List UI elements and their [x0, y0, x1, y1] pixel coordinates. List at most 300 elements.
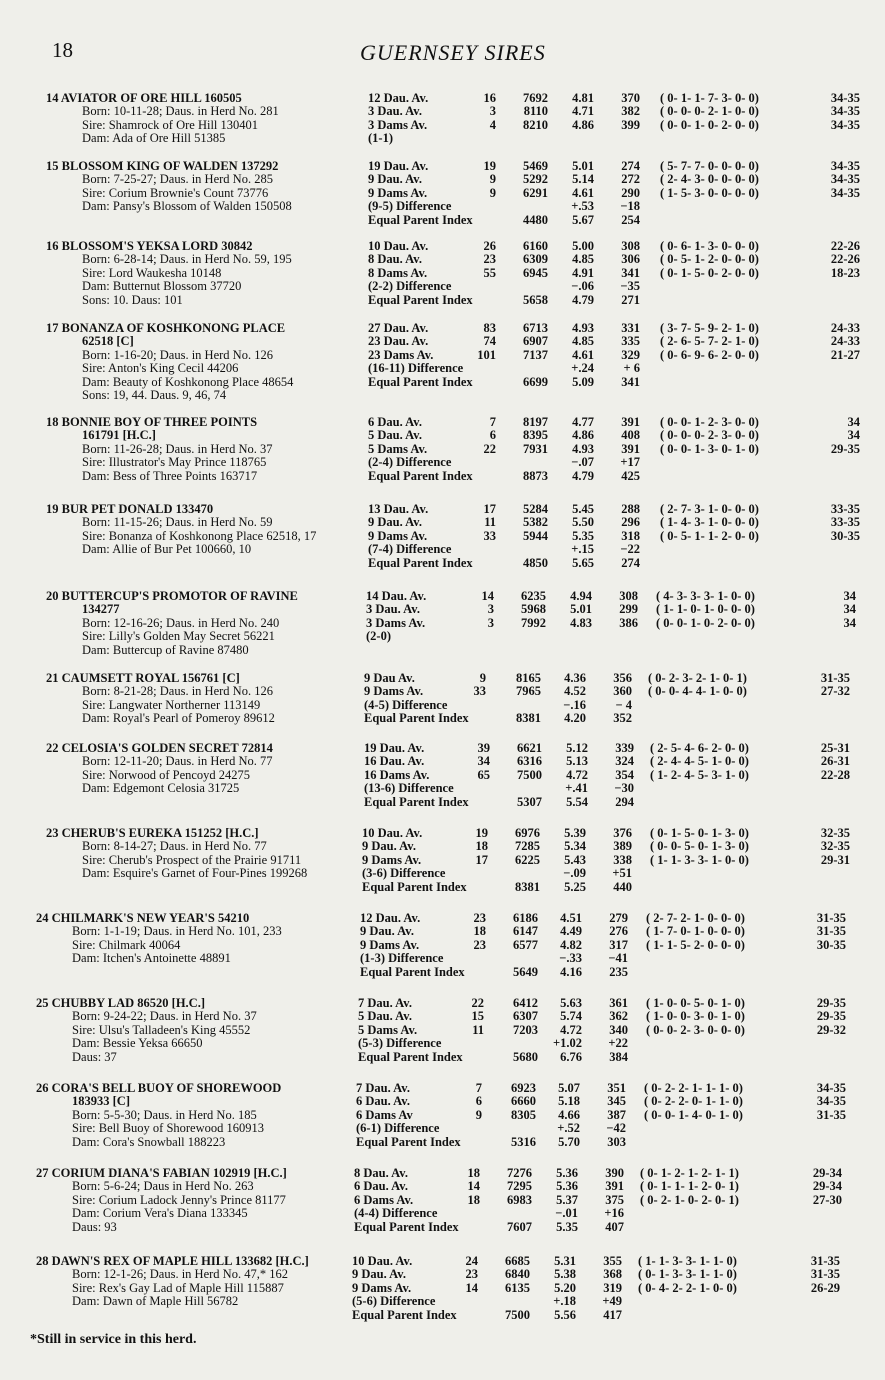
- sire-name: 28 DAWN'S REX OF MAPLE HILL 133682 [H.C.]: [36, 1254, 309, 1268]
- row-label: (16-11) Difference: [368, 361, 464, 376]
- row-test: 5.09: [572, 374, 594, 389]
- row-fat: 352: [613, 711, 632, 726]
- row-label: (13-6) Difference: [364, 781, 454, 796]
- stats-row: [0, 755, 885, 768]
- row-fat: 290: [621, 185, 640, 200]
- row-test: 5.20: [554, 1280, 576, 1295]
- stats-row: [0, 429, 885, 442]
- row-test: 5.36: [556, 1179, 578, 1194]
- row-label: 9 Dau. Av.: [368, 515, 422, 530]
- row-fat: 391: [605, 1179, 624, 1194]
- row-test: 4.52: [564, 684, 586, 699]
- stats-row: [0, 997, 885, 1010]
- row-test: 5.37: [556, 1192, 578, 1207]
- row-fat: 362: [609, 1009, 628, 1024]
- row-count: 18: [467, 1166, 480, 1180]
- production-stats: [0, 160, 885, 227]
- row-fat: 308: [619, 589, 638, 603]
- stats-row: [0, 1051, 885, 1064]
- row-fat: 274: [621, 159, 640, 173]
- row-ages: 34-35: [830, 185, 860, 200]
- stats-row: [0, 267, 885, 280]
- stats-row: [0, 742, 885, 755]
- row-milk: 6685: [505, 1254, 530, 1268]
- page-title: GUERNSEY SIRES: [360, 40, 546, 65]
- row-milk: 6945: [523, 265, 548, 280]
- row-label: 9 Dau. Av.: [360, 924, 414, 939]
- row-label: 6 Dau. Av.: [354, 1179, 408, 1194]
- row-distribution: ( 4- 3- 3- 3- 1- 0- 0): [656, 589, 755, 603]
- row-fat: 375: [605, 1192, 624, 1207]
- stats-row: [0, 685, 885, 698]
- row-test: 4.85: [572, 334, 594, 349]
- row-label: 3 Dams Av.: [366, 615, 426, 630]
- sire-registration: 183933 [C]: [72, 1094, 130, 1109]
- sire-sire: Sire: Rex's Gay Lad of Maple Hill 115887: [72, 1280, 284, 1295]
- row-label: (1-1): [368, 131, 393, 146]
- row-test: 6.76: [560, 1049, 582, 1064]
- row-fat: −35: [620, 279, 640, 294]
- row-label: 8 Dams Av.: [368, 265, 428, 280]
- sire-born: Born: 7-25-27; Daus. in Herd No. 285: [82, 172, 273, 187]
- row-milk: 6235: [521, 589, 546, 603]
- row-milk: 5292: [523, 172, 548, 187]
- row-label: 3 Dau. Av.: [366, 602, 420, 617]
- sire-name: 24 CHILMARK'S NEW YEAR'S 54210: [36, 911, 250, 925]
- sire-dam: Dam: Cora's Snowball 188223: [72, 1134, 226, 1149]
- sire-born: Born: 1-16-20; Daus. in Herd No. 126: [82, 347, 273, 362]
- row-test: 5.01: [572, 159, 594, 173]
- row-milk: 7500: [517, 767, 542, 782]
- row-label: 8 Dau. Av.: [354, 1166, 408, 1180]
- row-ages: 24-33: [830, 334, 860, 349]
- stats-row: [0, 280, 885, 293]
- row-test: 5.56: [554, 1307, 576, 1322]
- row-distribution: ( 0- 0- 4- 4- 1- 0- 0): [648, 684, 747, 699]
- row-test: +.53: [571, 199, 594, 214]
- row-fat: +22: [608, 1036, 628, 1051]
- row-milk: 7295: [507, 1179, 532, 1194]
- row-milk: 7285: [515, 839, 540, 854]
- row-milk: 6983: [507, 1192, 532, 1207]
- row-milk: 7137: [523, 347, 548, 362]
- row-label: 9 Dams Av.: [362, 852, 422, 867]
- row-distribution: ( 0- 0- 1- 0- 2- 0- 0): [660, 117, 759, 132]
- row-ages: 29-34: [812, 1166, 842, 1180]
- production-stats: [0, 1167, 885, 1234]
- row-count: 23: [473, 937, 486, 952]
- row-distribution: ( 0- 1- 5- 0- 2- 0- 0): [660, 265, 759, 280]
- row-ages: 21-27: [830, 347, 860, 362]
- stats-row: [0, 187, 885, 200]
- row-label: 3 Dau. Av.: [368, 104, 422, 119]
- row-count: 14: [465, 1280, 478, 1295]
- stats-row: [0, 912, 885, 925]
- row-fat: 335: [621, 334, 640, 349]
- row-test: −.01: [555, 1206, 578, 1221]
- row-milk: 6621: [517, 741, 542, 755]
- row-ages: 31-35: [816, 911, 846, 925]
- row-count: 14: [467, 1179, 480, 1194]
- row-milk: 5469: [523, 159, 548, 173]
- row-count: 39: [477, 741, 490, 755]
- row-distribution: ( 2- 4- 4- 5- 1- 0- 0): [650, 754, 749, 769]
- sire-name: 19 BUR PET DONALD 133470: [46, 502, 214, 516]
- row-ages: 22-26: [830, 252, 860, 267]
- row-fat: −42: [606, 1121, 626, 1136]
- row-label: (2-0): [366, 629, 391, 644]
- row-count: 83: [483, 321, 496, 335]
- row-milk: 5649: [513, 964, 538, 979]
- stats-row: [0, 543, 885, 556]
- row-test: 4.72: [560, 1022, 582, 1037]
- sire-sire: Sire: Bonanza of Koshkonong Place 62518, 17: [82, 528, 317, 543]
- stats-row: [0, 92, 885, 105]
- row-test: 5.25: [564, 879, 586, 894]
- row-label: Equal Parent Index: [368, 555, 473, 570]
- row-fat: 341: [621, 374, 640, 389]
- row-label: 10 Dau. Av.: [362, 826, 423, 840]
- row-fat: 387: [607, 1107, 626, 1122]
- row-ages: 34-35: [816, 1094, 846, 1109]
- row-test: 4.71: [572, 104, 594, 119]
- row-test: 4.94: [570, 589, 592, 603]
- row-label: 14 Dau. Av.: [366, 589, 427, 603]
- stats-row: [0, 966, 885, 979]
- stats-row: [0, 796, 885, 809]
- row-count: 17: [475, 852, 488, 867]
- sire-name: 14 AVIATOR OF ORE HILL 160505: [46, 91, 242, 105]
- production-stats: [0, 240, 885, 307]
- stats-row: [0, 335, 885, 348]
- row-distribution: ( 0- 0- 2- 3- 0- 0- 0): [646, 1022, 745, 1037]
- stats-row: [0, 349, 885, 362]
- stats-row: [0, 1010, 885, 1023]
- stats-row: [0, 1037, 885, 1050]
- row-distribution: ( 0- 1- 3- 3- 1- 1- 0): [638, 1267, 737, 1282]
- row-test: 5.35: [556, 1219, 578, 1234]
- row-label: 9 Dams Av.: [352, 1280, 412, 1295]
- sire-born: Born: 8-14-27; Daus. in Herd No. 77: [82, 839, 267, 854]
- row-milk: 5968: [521, 602, 546, 617]
- row-label: 9 Dau Av.: [364, 671, 415, 685]
- sire-registration: 134277: [82, 602, 120, 617]
- row-label: 9 Dau. Av.: [362, 839, 416, 854]
- row-fat: 303: [607, 1134, 626, 1149]
- row-milk: 6660: [511, 1094, 536, 1109]
- row-label: 10 Dau. Av.: [352, 1254, 413, 1268]
- row-distribution: ( 1- 1- 0- 1- 0- 0- 0): [656, 602, 755, 617]
- sire-sire: Sire: Lord Waukesha 10148: [82, 265, 222, 280]
- row-test: −.33: [559, 951, 582, 966]
- row-distribution: ( 0- 1- 5- 0- 1- 3- 0): [650, 826, 749, 840]
- row-label: 19 Dau. Av.: [368, 159, 429, 173]
- row-ages: 33-35: [830, 515, 860, 530]
- stats-row: [0, 1109, 885, 1122]
- sire-name: 15 BLOSSOM KING OF WALDEN 137292: [46, 159, 279, 173]
- row-count: 24: [465, 1254, 478, 1268]
- row-distribution: ( 0- 6- 9- 6- 2- 0- 0): [660, 347, 759, 362]
- row-ages: 32-35: [820, 826, 850, 840]
- row-distribution: ( 0- 5- 1- 1- 2- 0- 0): [660, 528, 759, 543]
- sire-sire: Sire: Corium Ladock Jenny's Prince 81177: [72, 1192, 286, 1207]
- row-test: 5.01: [570, 602, 592, 617]
- row-label: Equal Parent Index: [368, 468, 473, 483]
- row-ages: 34-35: [830, 104, 860, 119]
- row-fat: 296: [621, 515, 640, 530]
- row-fat: 399: [621, 117, 640, 132]
- stats-row: [0, 840, 885, 853]
- stats-row: [0, 1282, 885, 1295]
- sire-dam: Dam: Esquire's Garnet of Four-Pines 199268: [82, 866, 308, 881]
- row-test: 4.77: [572, 415, 594, 429]
- row-test: 4.93: [572, 441, 594, 456]
- row-fat: 391: [621, 415, 640, 429]
- row-label: (9-5) Difference: [368, 199, 452, 214]
- row-milk: 6291: [523, 185, 548, 200]
- row-milk: 6307: [513, 1009, 538, 1024]
- row-label: (7-4) Difference: [368, 542, 452, 557]
- row-ages: 34: [843, 602, 856, 617]
- row-label: (2-4) Difference: [368, 455, 452, 470]
- row-count: 18: [475, 839, 488, 854]
- sire-name: 26 CORA'S BELL BUOY OF SHOREWOOD: [36, 1081, 282, 1095]
- row-ages: 18-23: [830, 265, 860, 280]
- sire-born: Born: 6-28-14; Daus. in Herd No. 59, 195: [82, 252, 292, 267]
- row-fat: 440: [613, 879, 632, 894]
- row-label: 7 Dau. Av.: [356, 1081, 410, 1095]
- stats-row: [0, 1309, 885, 1322]
- row-ages: 34-35: [830, 159, 860, 173]
- row-test: 4.20: [564, 711, 586, 726]
- sire-sire: Sire: Norwood of Pencoyd 24275: [82, 767, 251, 782]
- row-milk: 7992: [521, 615, 546, 630]
- stats-row: [0, 939, 885, 952]
- row-label: 12 Dau. Av.: [360, 911, 421, 925]
- row-milk: 6147: [513, 924, 538, 939]
- row-ages: 34-35: [830, 91, 860, 105]
- stats-row: [0, 1295, 885, 1308]
- row-test: 5.36: [556, 1166, 578, 1180]
- row-label: 23 Dams Av.: [368, 347, 434, 362]
- stats-row: [0, 416, 885, 429]
- row-test: 4.49: [560, 924, 582, 939]
- row-test: +.24: [571, 361, 594, 376]
- row-fat: 329: [621, 347, 640, 362]
- sire-born: Born: 11-26-28; Daus. in Herd No. 37: [82, 441, 273, 456]
- row-fat: 331: [621, 321, 640, 335]
- row-test: 4.82: [560, 937, 582, 952]
- sire-dam: Dam: Corium Vera's Diana 133345: [72, 1206, 248, 1221]
- row-label: (4-4) Difference: [354, 1206, 438, 1221]
- row-distribution: ( 0- 0- 5- 0- 1- 3- 0): [650, 839, 749, 854]
- row-test: −.09: [563, 866, 586, 881]
- stats-row: [0, 1268, 885, 1281]
- row-test: +1.02: [553, 1036, 582, 1051]
- row-distribution: ( 0- 5- 1- 2- 0- 0- 0): [660, 252, 759, 267]
- sire-born: Born: 5-6-24; Daus in Herd No. 263: [72, 1179, 254, 1194]
- row-fat: 425: [621, 468, 640, 483]
- row-ages: 24-33: [830, 321, 860, 335]
- row-test: 5.00: [572, 239, 594, 253]
- row-test: 4.72: [566, 767, 588, 782]
- row-label: 6 Dams Av.: [354, 1192, 414, 1207]
- sire-progeny: Sons: 10. Daus: 101: [82, 292, 183, 307]
- stats-row: [0, 119, 885, 132]
- row-fat: −22: [620, 542, 640, 557]
- stats-row: [0, 376, 885, 389]
- row-fat: 308: [621, 239, 640, 253]
- row-test: 4.81: [572, 91, 594, 105]
- stats-row: [0, 1082, 885, 1095]
- sire-sire: Sire: Cherub's Prospect of the Prairie 91711: [82, 852, 302, 867]
- row-label: (5-6) Difference: [352, 1294, 436, 1309]
- row-ages: 32-35: [820, 839, 850, 854]
- row-count: 33: [473, 684, 486, 699]
- row-ages: 29-34: [812, 1179, 842, 1194]
- stats-row: [0, 173, 885, 186]
- production-stats: [0, 322, 885, 389]
- stats-row: [0, 516, 885, 529]
- sire-dam: Dam: Beauty of Koshkonong Place 48654: [82, 374, 294, 389]
- stats-row: [0, 712, 885, 725]
- row-test: 4.85: [572, 252, 594, 267]
- row-label: Equal Parent Index: [352, 1307, 457, 1322]
- row-ages: 33-35: [830, 502, 860, 516]
- row-test: 5.50: [572, 515, 594, 530]
- row-milk: 5680: [513, 1049, 538, 1064]
- row-fat: 360: [613, 684, 632, 699]
- row-milk: 8395: [523, 428, 548, 443]
- row-fat: 361: [609, 996, 628, 1010]
- row-label: (3-6) Difference: [362, 866, 446, 881]
- stats-row: [0, 1122, 885, 1135]
- row-fat: 340: [609, 1022, 628, 1037]
- sire-name: 22 CELOSIA'S GOLDEN SECRET 72814: [46, 741, 273, 755]
- row-distribution: ( 2- 7- 3- 1- 0- 0- 0): [660, 502, 759, 516]
- row-distribution: ( 2- 5- 4- 6- 2- 0- 0): [650, 741, 749, 755]
- sire-sire: Sire: Lilly's Golden May Secret 56221: [82, 629, 275, 644]
- sire-dam: Dam: Edgemont Celosia 31725: [82, 781, 240, 796]
- sire-registration: 161791 [H.C.]: [82, 428, 156, 443]
- stats-row: [0, 503, 885, 516]
- stats-row: [0, 1221, 885, 1234]
- row-label: 10 Dau. Av.: [368, 239, 429, 253]
- row-test: 5.31: [554, 1254, 576, 1268]
- row-ages: 34: [847, 428, 860, 443]
- stats-row: [0, 881, 885, 894]
- row-label: Equal Parent Index: [356, 1134, 461, 1149]
- row-ages: 25-31: [820, 741, 850, 755]
- row-distribution: ( 5- 7- 7- 0- 0- 0- 0): [660, 159, 759, 173]
- row-ages: 31-35: [810, 1254, 840, 1268]
- row-count: 22: [471, 996, 484, 1010]
- row-ages: 26-29: [810, 1280, 840, 1295]
- stats-row: [0, 854, 885, 867]
- row-label: 5 Dams Av.: [358, 1022, 418, 1037]
- sire-name: 25 CHUBBY LAD 86520 [H.C.]: [36, 996, 205, 1010]
- row-count: 11: [484, 515, 496, 530]
- stats-row: [0, 952, 885, 965]
- row-distribution: ( 1- 1- 5- 2- 0- 0- 0): [646, 937, 745, 952]
- row-milk: 8381: [516, 711, 541, 726]
- sire-born: Born: 8-21-28; Daus. in Herd No. 126: [82, 684, 273, 699]
- row-count: 7: [475, 1081, 482, 1095]
- sire-sire: Sire: Bell Buoy of Shorewood 160913: [72, 1121, 265, 1136]
- row-fat: 407: [605, 1219, 624, 1234]
- row-ages: 22-28: [820, 767, 850, 782]
- row-fat: 288: [621, 502, 640, 516]
- row-label: 13 Dau. Av.: [368, 502, 429, 516]
- sire-sire: Sire: Illustrator's May Prince 118765: [82, 455, 267, 470]
- sire-sire: Sire: Anton's King Cecil 44206: [82, 361, 239, 376]
- row-count: 3: [487, 602, 494, 617]
- row-fat: 271: [621, 292, 640, 307]
- row-fat: 417: [603, 1307, 622, 1322]
- row-count: 3: [487, 615, 494, 630]
- row-label: 12 Dau. Av.: [368, 91, 429, 105]
- row-test: 5.34: [564, 839, 586, 854]
- stats-row: [0, 1024, 885, 1037]
- sire-name: 21 CAUMSETT ROYAL 156761 [C]: [46, 671, 240, 685]
- row-label: 9 Dau. Av.: [352, 1267, 406, 1282]
- stats-row: [0, 827, 885, 840]
- row-test: 4.61: [572, 185, 594, 200]
- production-stats: [0, 742, 885, 809]
- production-stats: [0, 1255, 885, 1322]
- row-ages: 34-35: [816, 1081, 846, 1095]
- row-fat: 339: [615, 741, 634, 755]
- row-test: 5.39: [564, 826, 586, 840]
- sire-sire: Sire: Ulsu's Talladeen's King 45552: [72, 1022, 251, 1037]
- row-count: 19: [483, 159, 496, 173]
- sire-sire: Sire: Chilmark 40064: [72, 937, 181, 952]
- row-distribution: ( 2- 7- 2- 1- 0- 0- 0): [646, 911, 745, 925]
- row-fat: 355: [603, 1254, 622, 1268]
- row-fat: 274: [621, 555, 640, 570]
- row-distribution: ( 1- 0- 0- 3- 0- 1- 0): [646, 1009, 745, 1024]
- row-fat: 294: [615, 794, 634, 809]
- row-label: 9 Dams Av.: [368, 185, 428, 200]
- stats-row: [0, 1207, 885, 1220]
- stats-row: [0, 214, 885, 227]
- row-fat: 408: [621, 428, 640, 443]
- stats-row: [0, 672, 885, 685]
- row-fat: 384: [609, 1049, 628, 1064]
- row-milk: 6713: [523, 321, 548, 335]
- row-milk: 7607: [507, 1219, 532, 1234]
- row-fat: 254: [621, 212, 640, 227]
- stats-row: [0, 132, 885, 145]
- row-label: (4-5) Difference: [364, 697, 448, 712]
- row-label: (2-2) Difference: [368, 279, 452, 294]
- row-test: 5.74: [560, 1009, 582, 1024]
- row-ages: 34-35: [830, 172, 860, 187]
- row-fat: 324: [615, 754, 634, 769]
- row-label: 19 Dau. Av.: [364, 741, 425, 755]
- stats-row: [0, 1167, 885, 1180]
- row-ages: 26-31: [820, 754, 850, 769]
- row-count: 9: [475, 1107, 482, 1122]
- row-milk: 4480: [523, 212, 548, 227]
- row-count: 9: [479, 671, 486, 685]
- stats-row: [0, 456, 885, 469]
- row-test: 4.83: [570, 615, 592, 630]
- row-test: 5.70: [558, 1134, 580, 1149]
- stats-row: [0, 630, 885, 643]
- sire-registration: 62518 [C]: [82, 334, 134, 349]
- stats-row: [0, 160, 885, 173]
